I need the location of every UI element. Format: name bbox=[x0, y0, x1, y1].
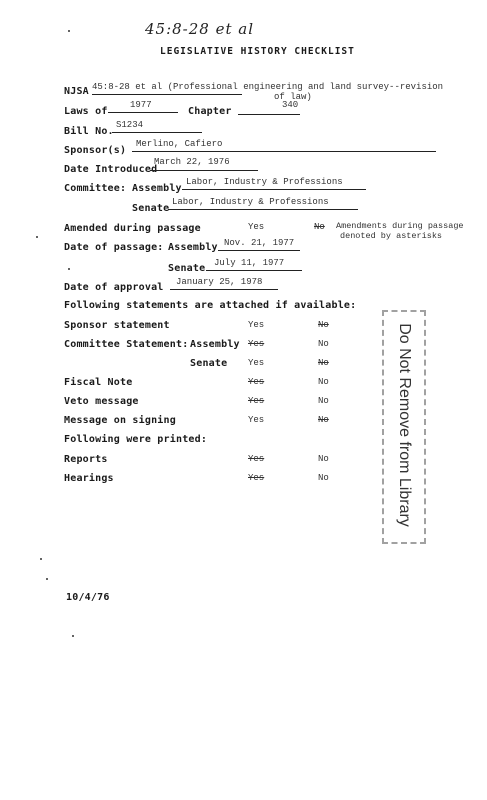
bill-no-value: S1234 bbox=[116, 120, 144, 130]
passage-assembly-underline bbox=[218, 250, 300, 251]
scan-speck bbox=[36, 236, 38, 238]
committee-senate-underline bbox=[168, 209, 358, 210]
signing-message-label: Message on signing bbox=[64, 415, 176, 426]
passage-senate-value: July 11, 1977 bbox=[214, 258, 285, 268]
sponsor-statement-no: No bbox=[318, 320, 329, 330]
approval-label: Date of approval bbox=[64, 282, 164, 293]
hearings-label: Hearings bbox=[64, 473, 114, 484]
veto-message-no: No bbox=[318, 396, 329, 406]
sponsors-underline bbox=[132, 151, 436, 152]
date-introduced-label: Date Introduced bbox=[64, 164, 158, 175]
fiscal-note-label: Fiscal Note bbox=[64, 377, 133, 388]
scan-speck bbox=[68, 268, 70, 270]
printed-heading: Following were printed: bbox=[64, 434, 208, 445]
stamp-text: Do Not Remove from Library bbox=[396, 323, 413, 527]
committee-assembly-value: Labor, Industry & Professions bbox=[186, 177, 343, 187]
laws-of-label: Laws of bbox=[64, 106, 108, 117]
library-stamp bbox=[354, 300, 454, 550]
bill-no-underline bbox=[112, 132, 202, 133]
signing-message-yes: Yes bbox=[248, 415, 265, 425]
njsa-underline bbox=[92, 94, 242, 95]
sponsors-label: Sponsor(s) bbox=[64, 145, 127, 156]
amended-label: Amended during passage bbox=[64, 223, 201, 234]
veto-message-yes: Yes bbox=[248, 396, 265, 406]
reports-no: No bbox=[318, 454, 329, 464]
committee-statement-assembly-no: No bbox=[318, 339, 329, 349]
date-introduced-underline bbox=[150, 170, 258, 171]
committee-assembly-label: Assembly bbox=[132, 183, 182, 194]
reports-label: Reports bbox=[64, 454, 108, 465]
veto-message-label: Veto message bbox=[64, 396, 139, 407]
passage-assembly-label: Assembly bbox=[168, 242, 218, 253]
committee-senate-label: Senate bbox=[132, 203, 170, 214]
approval-value: January 25, 1978 bbox=[176, 277, 263, 287]
committee-statement-senate-no: No bbox=[318, 358, 329, 368]
approval-underline bbox=[170, 289, 278, 290]
date-introduced-value: March 22, 1976 bbox=[154, 157, 230, 167]
passage-senate-label: Senate bbox=[168, 263, 206, 274]
chapter-value: 340 bbox=[282, 100, 299, 110]
scan-speck bbox=[72, 635, 74, 637]
amended-yes: Yes bbox=[248, 222, 265, 232]
njsa-value-line2: of law) bbox=[274, 92, 312, 102]
statements-heading: Following statements are attached if available: bbox=[64, 300, 357, 311]
passage-senate-underline bbox=[206, 270, 302, 271]
passage-assembly-value: Nov. 21, 1977 bbox=[224, 238, 295, 248]
scan-speck bbox=[40, 558, 42, 560]
laws-of-underline bbox=[108, 112, 178, 113]
fiscal-note-no: No bbox=[318, 377, 329, 387]
sponsor-statement-label: Sponsor statement bbox=[64, 320, 170, 331]
hearings-no: No bbox=[318, 473, 329, 483]
footer-date: 10/4/76 bbox=[66, 592, 110, 603]
signing-message-no: No bbox=[318, 415, 329, 425]
sponsor-statement-yes: Yes bbox=[248, 320, 265, 330]
amended-no: No bbox=[314, 222, 325, 232]
committee-statement-senate-yes: Yes bbox=[248, 358, 265, 368]
chapter-underline bbox=[238, 114, 300, 115]
njsa-value-line1: 45:8-28 et al (Professional engineering and land survey--revision bbox=[92, 82, 444, 92]
committee-label: Committee: bbox=[64, 183, 127, 194]
reports-yes: Yes bbox=[248, 454, 265, 464]
amended-note-line2: denoted by asterisks bbox=[340, 231, 443, 241]
passage-label: Date of passage: bbox=[64, 242, 164, 253]
fiscal-note-yes: Yes bbox=[248, 377, 265, 387]
committee-assembly-underline bbox=[182, 189, 366, 190]
hearings-yes: Yes bbox=[248, 473, 265, 483]
committee-senate-value: Labor, Industry & Professions bbox=[172, 197, 329, 207]
page-title: LEGISLATIVE HISTORY CHECKLIST bbox=[160, 46, 355, 57]
sponsors-value: Merlino, Cafiero bbox=[136, 139, 223, 149]
scan-speck bbox=[46, 578, 48, 580]
bill-no-label: Bill No. bbox=[64, 126, 114, 137]
chapter-label: Chapter bbox=[188, 106, 232, 117]
scan-speck bbox=[68, 30, 70, 32]
committee-statement-senate-label: Senate bbox=[190, 358, 228, 369]
handwritten-citation: 45:8-28 et al bbox=[145, 20, 255, 38]
laws-of-value: 1977 bbox=[130, 100, 152, 110]
committee-statement-label: Committee Statement: bbox=[64, 339, 189, 350]
njsa-label: NJSA bbox=[64, 86, 89, 97]
committee-statement-assembly-label: Assembly bbox=[190, 339, 240, 350]
committee-statement-assembly-yes: Yes bbox=[248, 339, 265, 349]
amended-note-line1: Amendments during passage bbox=[336, 221, 464, 231]
